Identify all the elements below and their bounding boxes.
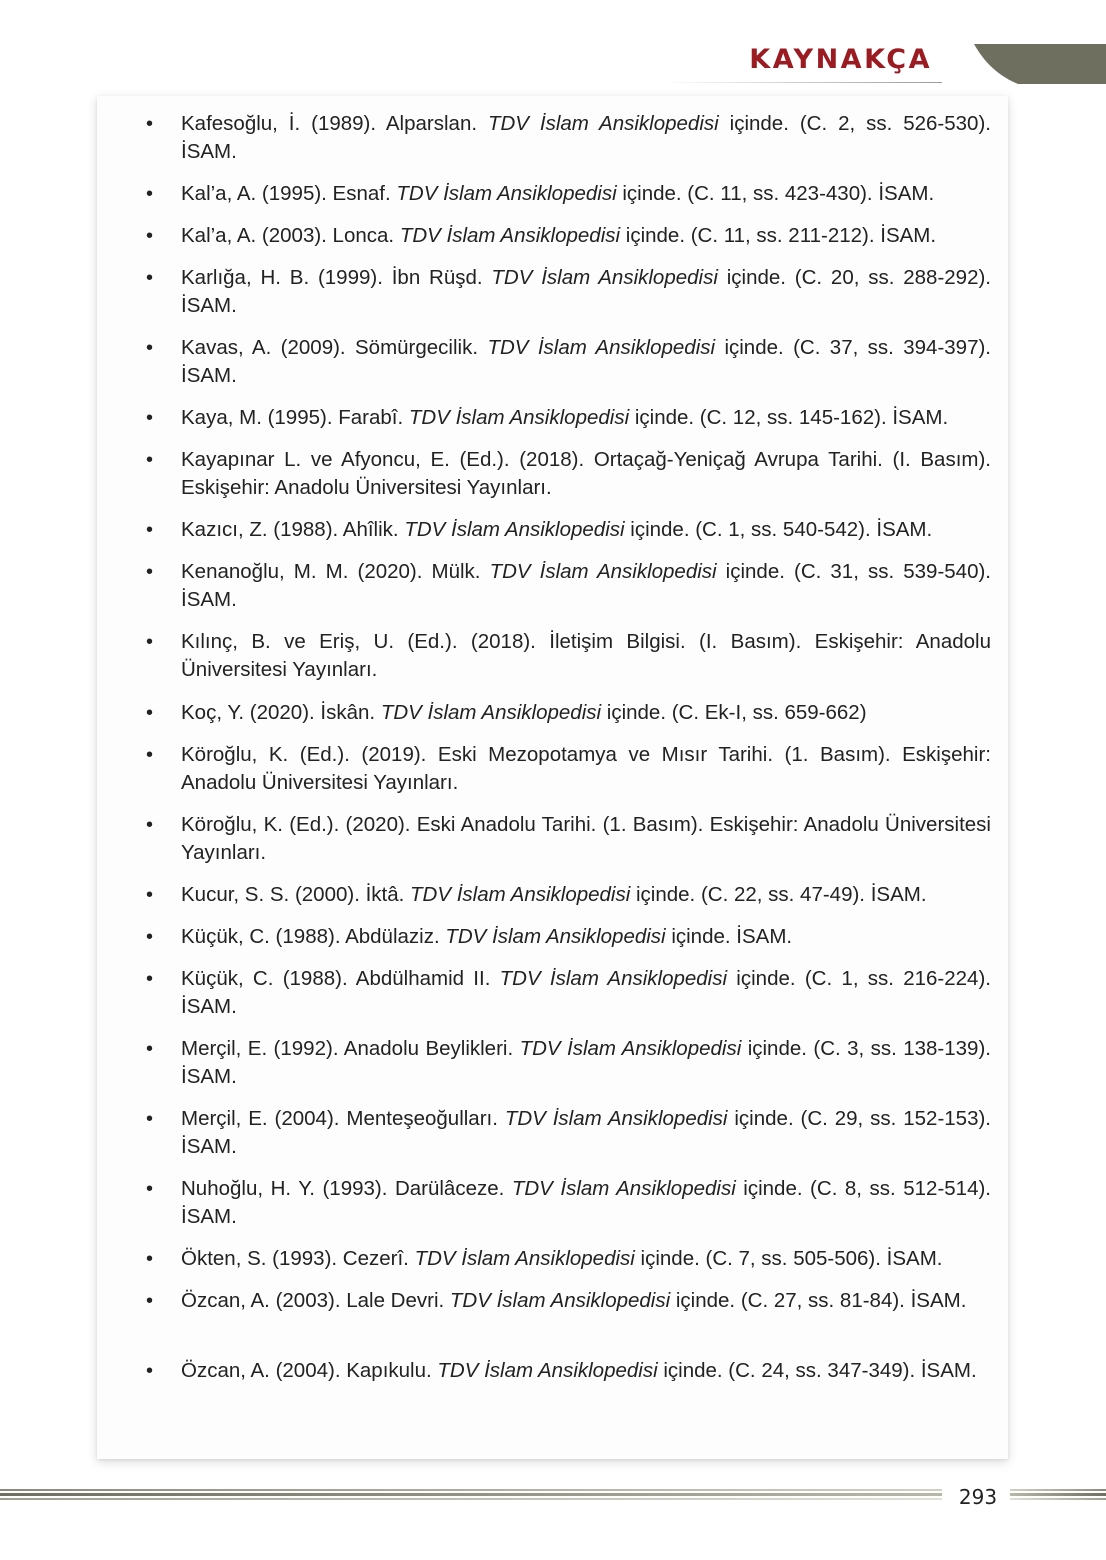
reference-text: Köroğlu, K. (Ed.). (2019). Eski Mezopotamya ve Mısır Tarihi. (1. Basım). Eskişehir: Anadolu Üniversitesi Yayınları. <box>181 743 991 794</box>
reference-text: Köroğlu, K. (Ed.). (2020). Eski Anadolu Tarihi. (1. Basım). Eskişehir: Anadolu Üniversitesi Yayınları. <box>181 813 991 864</box>
reference-text: Kaya, M. (1995). Farabî. TDV İslam Ansiklopedisi içinde. (C. 12, ss. 145-162). İSAM. <box>181 406 949 429</box>
reference-source-title: TDV İslam Ansiklopedisi <box>519 1037 742 1060</box>
reference-text: Ökten, S. (1993). Cezerî. TDV İslam Ansiklopedisi içinde. (C. 7, ss. 505-506). İSAM. <box>181 1247 943 1270</box>
bullet-icon: • <box>146 267 154 289</box>
bullet-icon: • <box>146 449 154 471</box>
bullet-icon: • <box>146 926 154 948</box>
reference-source-title: TDV İslam Ansiklopedisi <box>437 1359 658 1382</box>
reference-text: Merçil, E. (2004). Menteşeoğulları. TDV İslam Ansiklopedisi içinde. (C. 29, ss. 152-153). İSAM. <box>181 1107 991 1158</box>
reference-source-title: TDV İslam Ansiklopedisi <box>487 336 716 359</box>
reference-text: Kavas, A. (2009). Sömürgecilik. TDV İslam Ansiklopedisi içinde. (C. 37, ss. 394-397). İSAM. <box>181 336 991 387</box>
reference-text: Küçük, C. (1988). Abdülhamid II. TDV İslam Ansiklopedisi içinde. (C. 1, ss. 216-224). İSAM. <box>181 967 991 1018</box>
reference-source-title: TDV İslam Ansiklopedisi <box>504 1107 728 1130</box>
bullet-icon: • <box>146 225 154 247</box>
reference-text: Küçük, C. (1988). Abdülaziz. TDV İslam Ansiklopedisi içinde. İSAM. <box>181 925 793 948</box>
reference-text: Kayapınar L. ve Afyoncu, E. (Ed.). (2018). Ortaçağ-Yeniçağ Avrupa Tarihi. (I. Basım). Eskişehir: Anadolu Üniversitesi Yayınları. <box>181 448 991 499</box>
reference-text: Kucur, S. S. (2000). İktâ. TDV İslam Ansiklopedisi içinde. (C. 22, ss. 47-49). İSAM. <box>181 883 927 906</box>
bullet-icon: • <box>146 631 154 653</box>
reference-source-title: TDV İslam Ansiklopedisi <box>511 1177 736 1200</box>
bullet-icon: • <box>146 1038 154 1060</box>
bullet-icon: • <box>146 1108 154 1130</box>
reference-source-title: TDV İslam Ansiklopedisi <box>489 560 717 583</box>
reference-source-title: TDV İslam Ansiklopedisi <box>487 112 719 135</box>
reference-source-title: TDV İslam Ansiklopedisi <box>499 967 728 990</box>
reference-text: Özcan, A. (2003). Lale Devri. TDV İslam Ansiklopedisi içinde. (C. 27, ss. 81-84). İSAM. <box>181 1289 967 1312</box>
bullet-icon: • <box>146 1360 154 1382</box>
bullet-icon: • <box>146 519 154 541</box>
reference-text: Kenanoğlu, M. M. (2020). Mülk. TDV İslam Ansiklopedisi içinde. (C. 31, ss. 539-540). İSAM. <box>181 560 991 611</box>
reference-text: Kılınç, B. ve Eriş, U. (Ed.). (2018). İletişim Bilgisi. (I. Basım). Eskişehir: Anadolu Üniversitesi Yayınları. <box>181 630 991 681</box>
header-tab-decoration <box>974 44 1106 84</box>
bullet-icon: • <box>146 407 154 429</box>
bullet-icon: • <box>146 884 154 906</box>
reference-source-title: TDV İslam Ansiklopedisi <box>445 925 666 948</box>
references-card <box>97 96 1008 1459</box>
footer-rule-right <box>1010 1489 1106 1501</box>
bullet-icon: • <box>146 968 154 990</box>
reference-text: Merçil, E. (1992). Anadolu Beylikleri. TDV İslam Ansiklopedisi içinde. (C. 3, ss. 138-139). İSAM. <box>181 1037 991 1088</box>
reference-source-title: TDV İslam Ansiklopedisi <box>414 1247 635 1270</box>
bullet-icon: • <box>146 1178 154 1200</box>
bullet-icon: • <box>146 1248 154 1270</box>
bullet-icon: • <box>146 1290 154 1312</box>
reference-source-title: TDV İslam Ansiklopedisi <box>408 406 630 429</box>
reference-source-title: TDV İslam Ansiklopedisi <box>404 518 625 541</box>
bullet-icon: • <box>146 814 154 836</box>
bullet-icon: • <box>146 744 154 766</box>
reference-text: Kal’a, A. (1995). Esnaf. TDV İslam Ansiklopedisi içinde. (C. 11, ss. 423-430). İSAM. <box>181 182 935 205</box>
bullet-icon: • <box>146 183 154 205</box>
bullet-icon: • <box>146 337 154 359</box>
bullet-icon: • <box>146 113 154 135</box>
page-number: 293 <box>958 1485 998 1509</box>
reference-text: Karlığa, H. B. (1999). İbn Rüşd. TDV İslam Ansiklopedisi içinde. (C. 20, ss. 288-292). İSAM. <box>181 266 992 317</box>
reference-source-title: TDV İslam Ansiklopedisi <box>399 224 621 247</box>
footer-rule-left <box>0 1489 942 1501</box>
reference-text: Kazıcı, Z. (1988). Ahîlik. TDV İslam Ansiklopedisi içinde. (C. 1, ss. 540-542). İSAM. <box>181 518 933 541</box>
reference-source-title: TDV İslam Ansiklopedisi <box>449 1289 671 1312</box>
page-title: KAYNAKÇA <box>749 44 932 75</box>
reference-source-title: TDV İslam Ansiklopedisi <box>491 266 718 289</box>
reference-text: Nuhoğlu, H. Y. (1993). Darülâceze. TDV İslam Ansiklopedisi içinde. (C. 8, ss. 512-514). İSAM. <box>181 1177 991 1228</box>
reference-text: Koç, Y. (2020). İskân. TDV İslam Ansiklopedisi içinde. (C. Ek-I, ss. 659-662) <box>181 701 867 724</box>
reference-text: Kal’a, A. (2003). Lonca. TDV İslam Ansiklopedisi içinde. (C. 11, ss. 211-212). İSAM. <box>181 224 937 247</box>
bullet-icon: • <box>146 561 154 583</box>
header-rule <box>662 82 942 83</box>
reference-text: Özcan, A. (2004). Kapıkulu. TDV İslam Ansiklopedisi içinde. (C. 24, ss. 347-349). İSAM. <box>181 1359 977 1382</box>
reference-source-title: TDV İslam Ansiklopedisi <box>410 883 631 906</box>
reference-source-title: TDV İslam Ansiklopedisi <box>396 182 617 205</box>
reference-source-title: TDV İslam Ansiklopedisi <box>380 701 602 724</box>
reference-text: Kafesoğlu, İ. (1989). Alparslan. TDV İslam Ansiklopedisi içinde. (C. 2, ss. 526-530). İSAM. <box>181 112 991 163</box>
bullet-icon: • <box>146 702 154 724</box>
